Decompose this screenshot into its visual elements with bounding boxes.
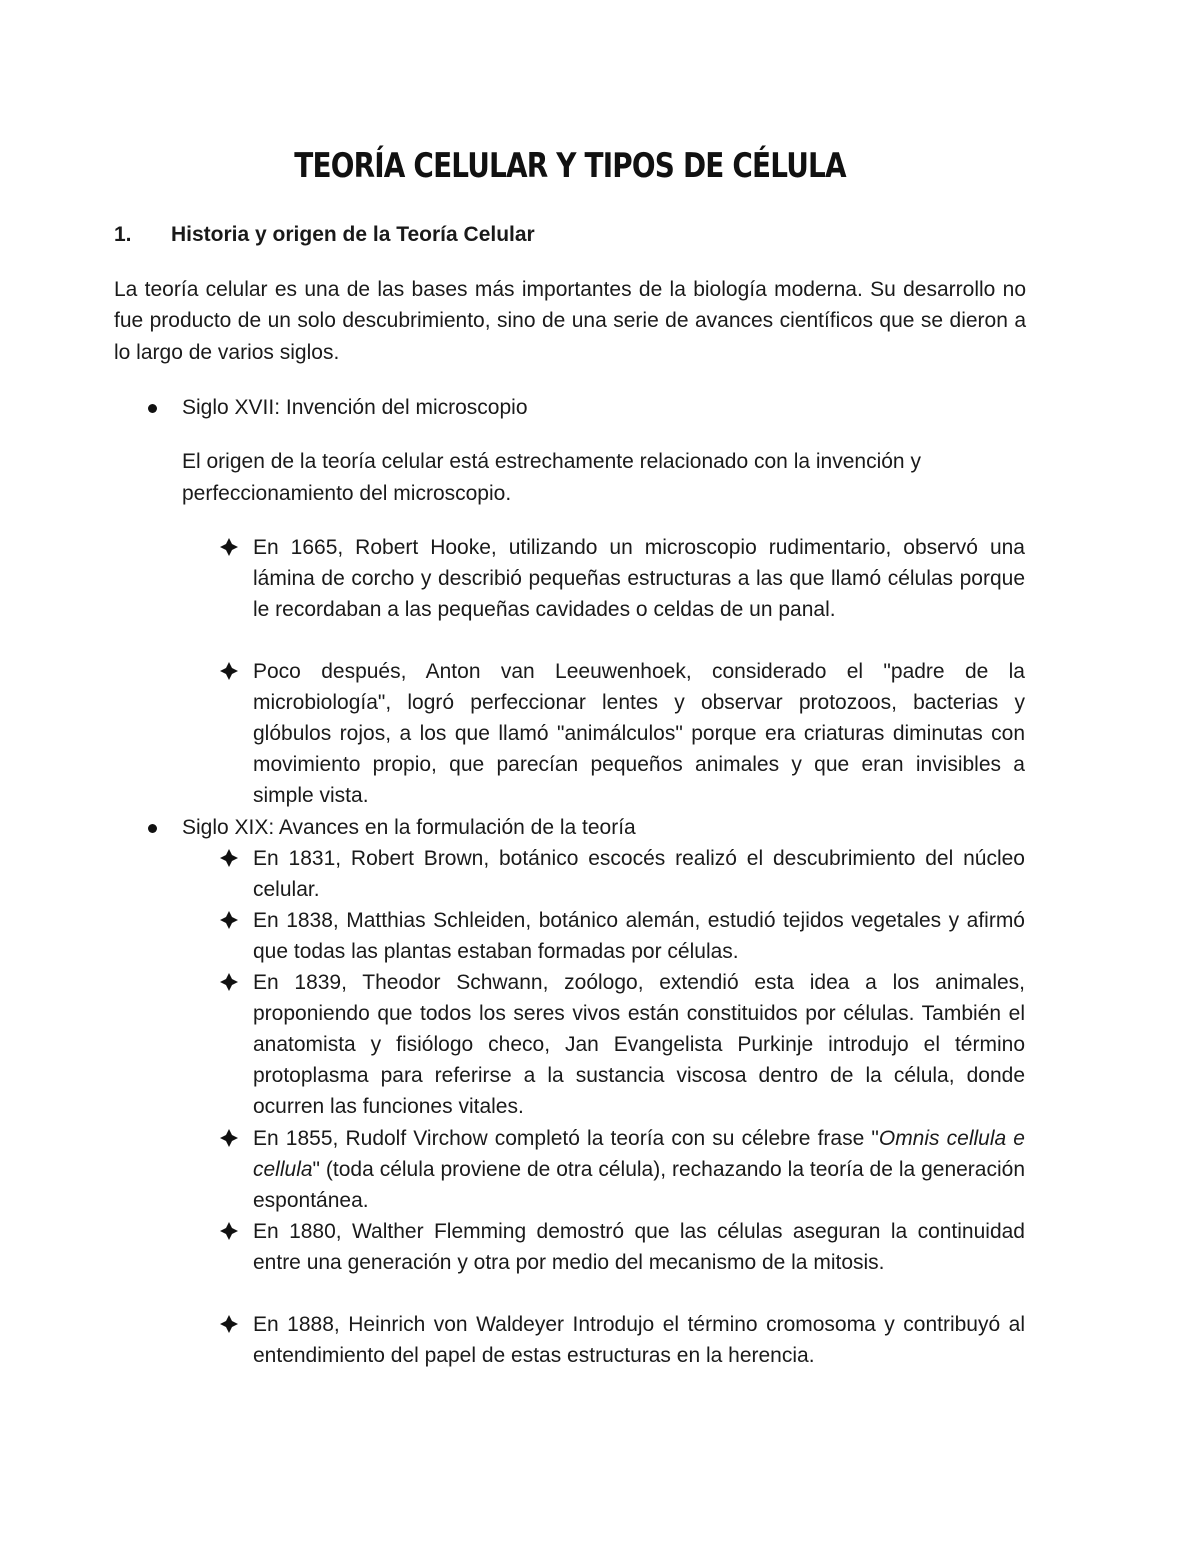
diamond-bullet-icon bbox=[219, 1221, 239, 1241]
virchow-phrase: Omnis cellula e cellula bbox=[253, 1127, 1025, 1181]
siglo19-item-flemming: En 1880, Walther Flemming demostró que las células aseguran la continuidad entre una generación y otra por medio del mecanismo de la mitosis. bbox=[253, 1220, 1025, 1274]
diamond-bullet-icon bbox=[219, 910, 239, 930]
document-title: TEORÍA CELULAR Y TIPOS DE CÉLULA bbox=[294, 146, 846, 186]
siglo17-label: Siglo XVII: Invención del microscopio bbox=[182, 396, 528, 419]
siglo19-item-schwann: En 1839, Theodor Schwann, zoólogo, extendió esta idea a los animales, proponiendo que todos los seres vivos están constituidos por células. También el anatomista y fisiólogo checo, Jan Evangelista Purkinje introdujo el término protoplasma para referirse a la sustancia viscosa dentro de la célula, donde ocurren las funciones vitales. bbox=[253, 971, 1025, 1118]
siglo19-item-waldeyer: En 1888, Heinrich von Waldeyer Introdujo el término cromosoma y contribuyó al entendimiento del papel de estas estructuras en la herencia. bbox=[253, 1313, 1025, 1367]
virchow-prefix: En 1855, Rudolf Virchow completó la teoría con su célebre frase " bbox=[253, 1127, 879, 1150]
bullet-dot-icon bbox=[148, 824, 157, 833]
bullet-dot-icon bbox=[148, 404, 157, 413]
diamond-bullet-icon bbox=[219, 972, 239, 992]
siglo19-item-brown: En 1831, Robert Brown, botánico escocés realizó el descubrimiento del núcleo celular. bbox=[253, 847, 1025, 901]
section-number: 1. bbox=[114, 223, 132, 246]
diamond-bullet-icon bbox=[219, 1128, 239, 1148]
diamond-bullet-icon bbox=[219, 848, 239, 868]
siglo17-item-hooke: En 1665, Robert Hooke, utilizando un microscopio rudimentario, observó una lámina de corcho y describió pequeñas estructuras a las que llamó células porque le recordaban a las pequeñas cavidades o celdas de un panal. bbox=[253, 536, 1025, 621]
intro-paragraph: La teoría celular es una de las bases más importantes de la biología moderna. Su desarrollo no fue producto de un solo descubrimiento, sino de una serie de avances científicos que se dieron a lo largo de varios siglos. bbox=[114, 278, 1026, 364]
siglo19-item-schleiden: En 1838, Matthias Schleiden, botánico alemán, estudió tejidos vegetales y afirmó que todas las plantas estaban formadas por células. bbox=[253, 909, 1025, 963]
section-heading bbox=[114, 220, 535, 250]
section-heading-text: Historia y origen de la Teoría Celular bbox=[171, 223, 535, 246]
virchow-suffix: " (toda célula proviene de otra célula), rechazando la teoría de la generación espontánea. bbox=[253, 1158, 1025, 1212]
siglo17-item-leeuwenhoek: Poco después, Anton van Leeuwenhoek, considerado el "padre de la microbiología", logró perfeccionar lentes y observar protozoos, bacterias y glóbulos rojos, a los que llamó "animálculos" porque era criaturas diminutas con movimiento propio, que parecían pequeños animales y que eran invisibles a simple vista. bbox=[253, 660, 1025, 807]
diamond-bullet-icon bbox=[219, 537, 239, 557]
siglo19-label: Siglo XIX: Avances en la formulación de la teoría bbox=[182, 816, 636, 839]
siglo17-description: El origen de la teoría celular está estrechamente relacionado con la invención y perfeccionamiento del microscopio. bbox=[182, 450, 921, 505]
diamond-bullet-icon bbox=[219, 661, 239, 681]
diamond-bullet-icon bbox=[219, 1314, 239, 1334]
siglo19-item-virchow bbox=[253, 1123, 1025, 1216]
